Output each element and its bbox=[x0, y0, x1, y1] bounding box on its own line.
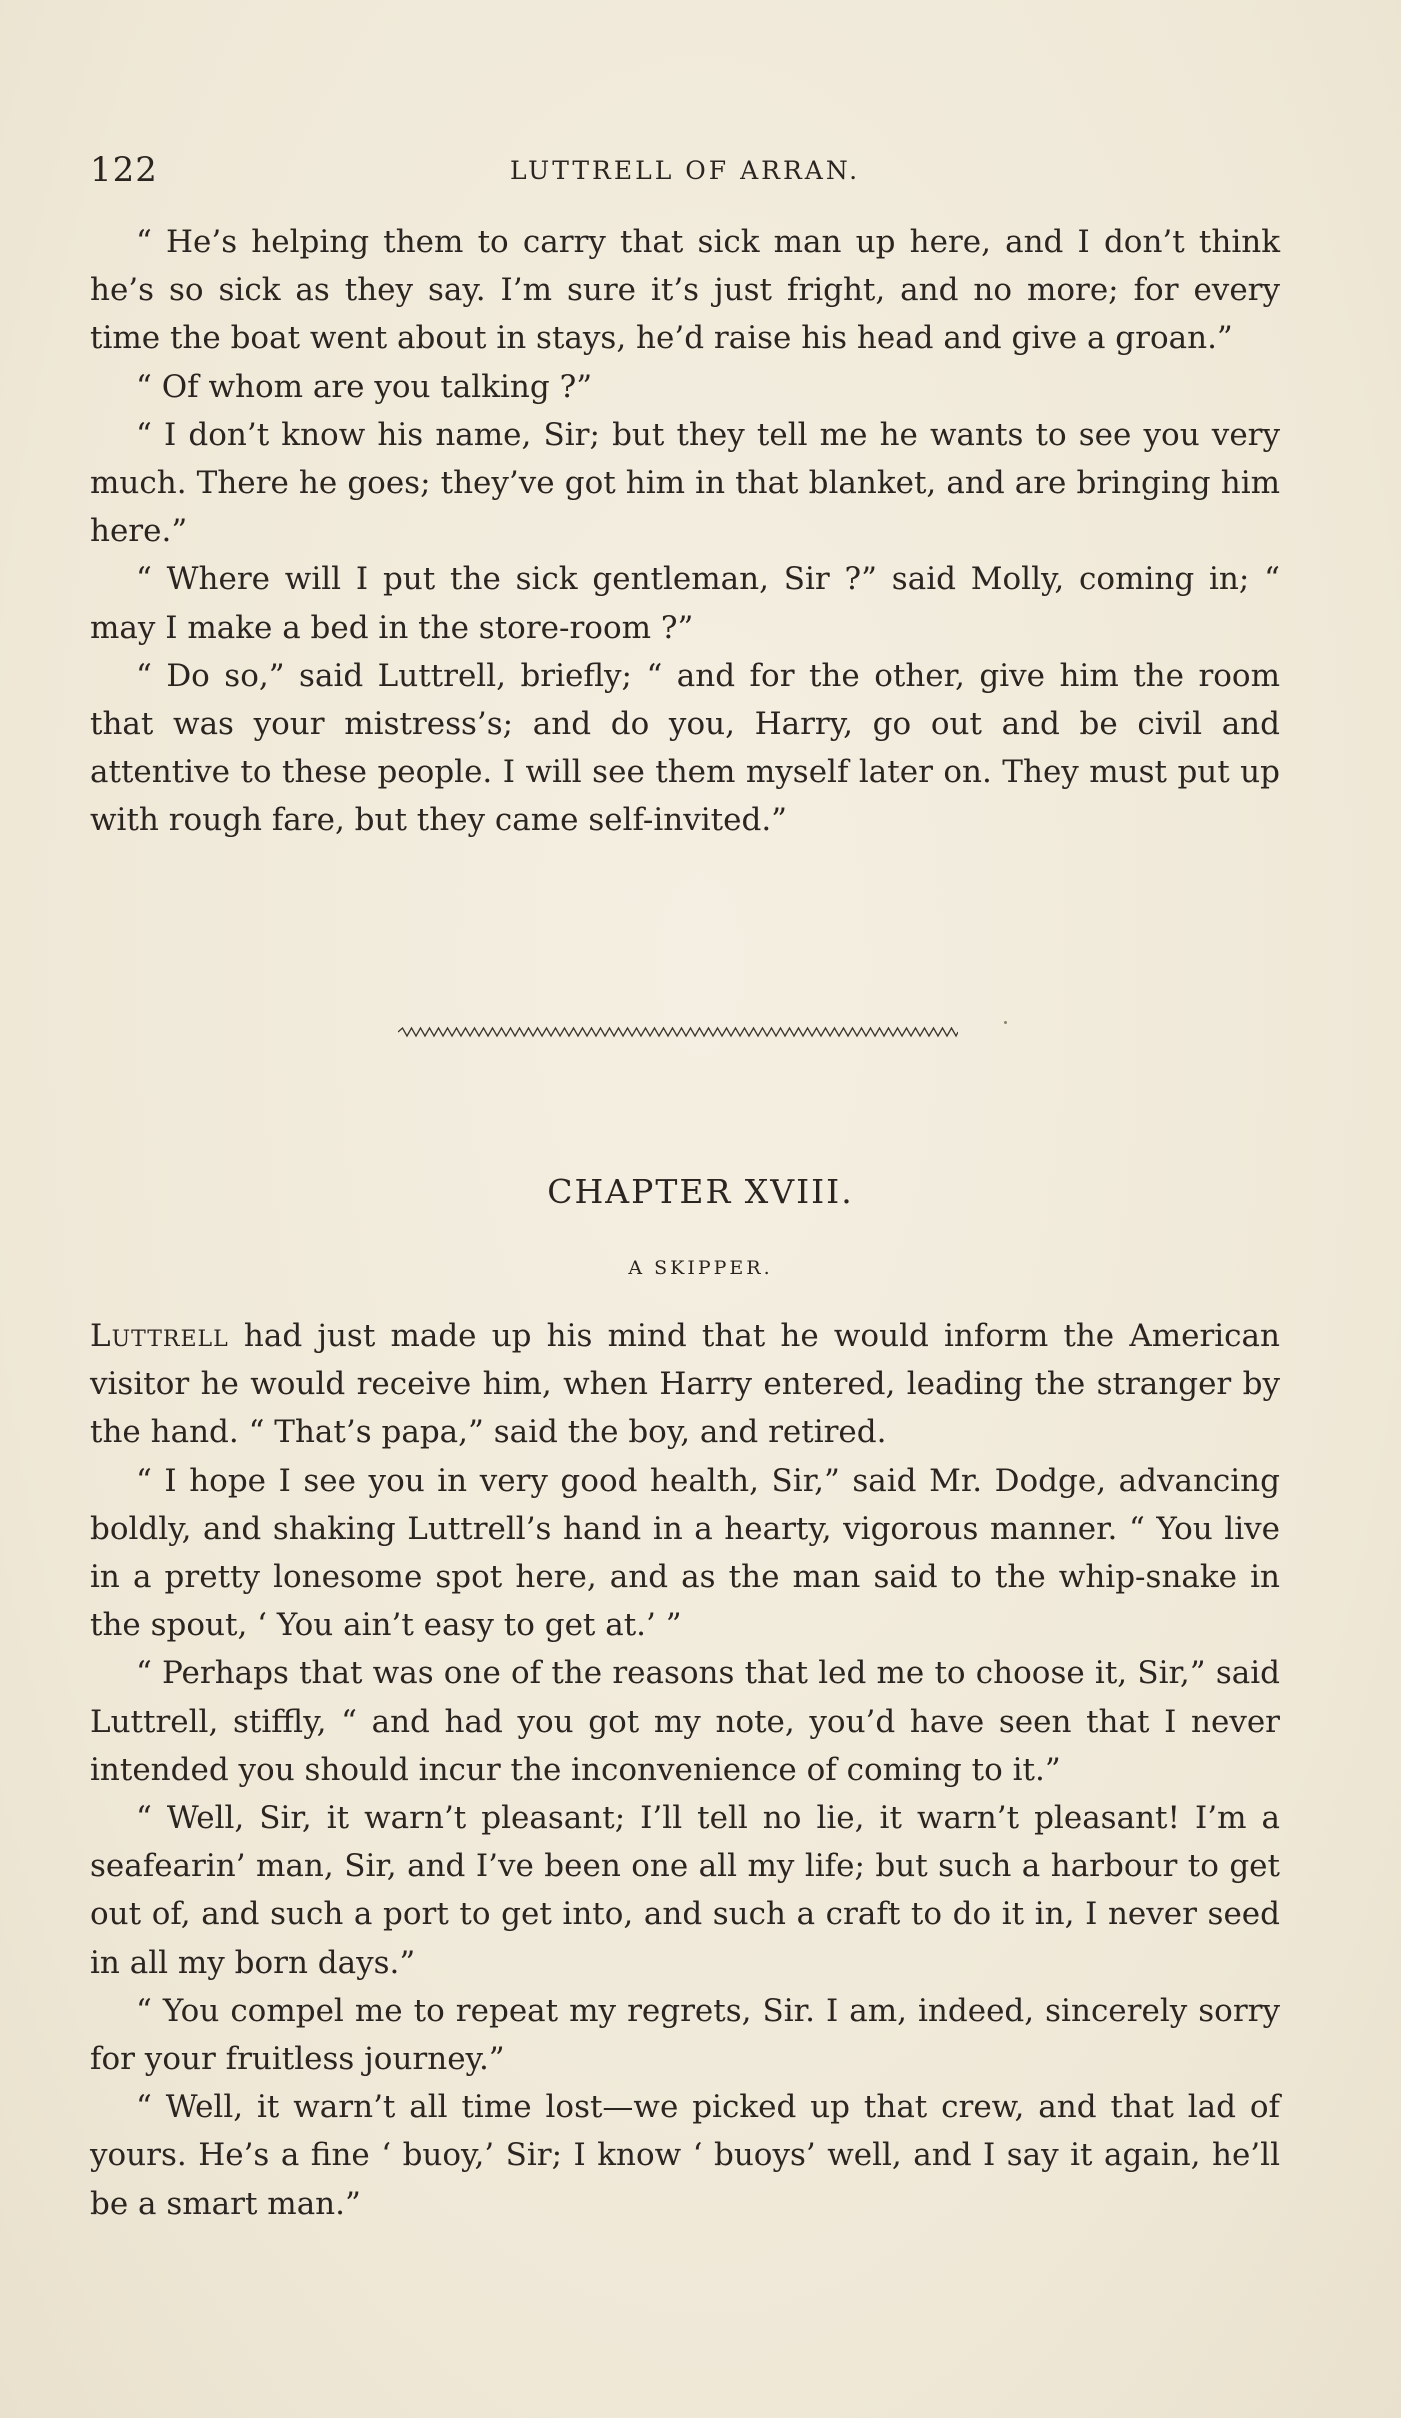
paragraph: “ He’s helping them to carry that sick man up here, and I don’t think he’s so sick as they say. I’m sure it’s just fright, and no more; for every time the boat went about in stays, he’d raise his head and give a groan.” bbox=[90, 224, 1280, 357]
paragraph: “ I don’t know his name, Sir; but they tell me he wants to see you very much. There he goes; they’ve got him in that blanket, and are bringing him here.” bbox=[90, 416, 1280, 550]
lead-word: Luttrell bbox=[90, 1318, 229, 1354]
paragraph: “ Perhaps that was one of the reasons that led me to choose it, Sir,” said Luttrell, stiffly, “ and had you got my note, you’d have seen that I never intended you should incur the inconvenience of coming to it.” bbox=[90, 1655, 1280, 1788]
chapter-subtitle: A SKIPPER. bbox=[628, 1257, 773, 1279]
chapter-title: CHAPTER XVIII. bbox=[547, 1172, 854, 1211]
chapter-opening-paragraph bbox=[90, 1312, 1280, 1457]
page-number: 122 bbox=[90, 150, 158, 190]
paragraph: “ I hope I see you in very good health, Sir,” said Mr. Dodge, advancing boldly, and shaking Luttrell’s hand in a hearty, vigorous manner. “ You live in a pretty lonesome spot here, and as the man said to the whip-snake in the spout, ‘ You ain’t easy to get at.’ ” bbox=[90, 1462, 1280, 1644]
opening-text: had just made up his mind that he would inform the American visitor he would receive him, when Harry entered, leading the stranger by the hand. “ That’s papa,” said the boy, and retired. bbox=[90, 1318, 1280, 1451]
bottom-text-block bbox=[90, 1312, 1280, 2228]
speck bbox=[1004, 1021, 1007, 1024]
paragraph: “ Well, it warn’t all time lost—we picked up that crew, and that lad of yours. He’s a fine ‘ buoy,’ Sir; I know ‘ buoys’ well, and I say it again, he’ll be a smart man.” bbox=[90, 2089, 1280, 2222]
top-text-block bbox=[90, 218, 1280, 845]
running-head bbox=[90, 150, 1280, 200]
paragraph: “ Where will I put the sick gentleman, Sir ?” said Molly, coming in; “ may I make a bed in the store-room ?” bbox=[90, 561, 1280, 646]
paragraph: “ You compel me to repeat my regrets, Sir. I am, indeed, sincerely sorry for your fruitless journey.” bbox=[90, 1992, 1280, 2078]
paragraph: “ Do so,” said Luttrell, briefly; “ and for the other, give him the room that was your mistress’s; and do you, Harry, go out and be civil and attentive to these people. I will see them myself later on. They must put up with rough fare, but they came self-invited.” bbox=[90, 657, 1280, 839]
paragraph: “ Of whom are you talking ?” bbox=[136, 368, 593, 405]
paragraph: “ Well, Sir, it warn’t pleasant; I’ll tell no lie, it warn’t pleasant! I’m a seafearin’ man, Sir, and I’ve been one all my life; but such a harbour to get out of, and such a port to get into, and such a craft to do it in, I never seed in all my born days.” bbox=[90, 1800, 1280, 1981]
running-title: LUTTRELL OF ARRAN. bbox=[509, 156, 861, 185]
ornamental-rule bbox=[398, 1024, 958, 1040]
